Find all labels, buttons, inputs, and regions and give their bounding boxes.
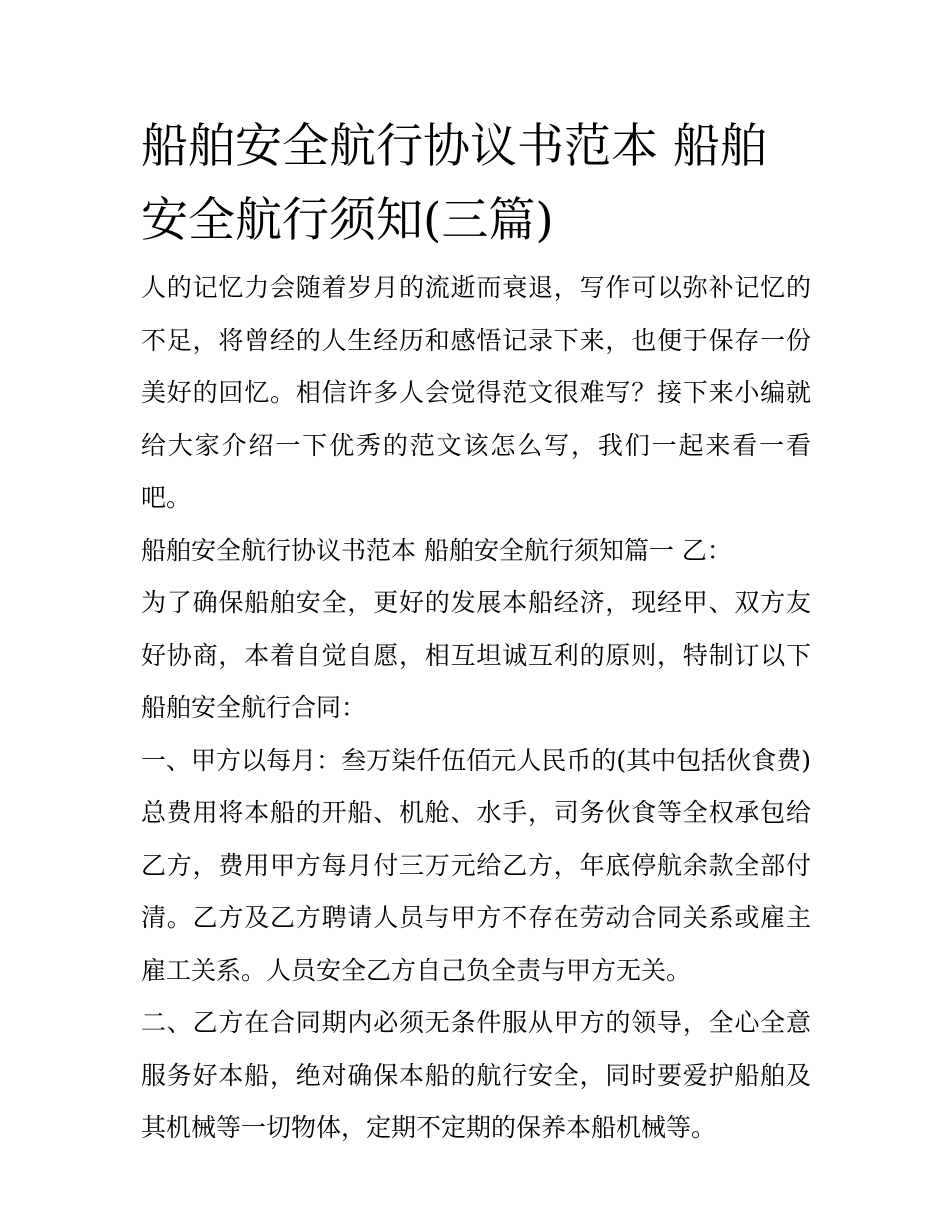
clause-two-paragraph: 二、乙方在合同期内必须无条件服从甲方的领导，全心全意服务好本船，绝对确保本船的航行安全，同时要爱护船舶及其机械等一切物体，定期不定期的保养本船机械等。 [141, 1008, 811, 1142]
clause-one-paragraph: 一、甲方以每月：叁万柒仟伍佰元人民币的(其中包括伙食费)总费用将本船的开船、机舱、水手，司务伙食等全权承包给乙方，费用甲方每月付三万元给乙方，年底停航余款全部付清。乙方及乙方聘请人员与甲方不存在劳动合同关系或雇主雇工关系。人员安全乙方自己负全责与甲方无关。 [141, 745, 811, 985]
document-body [141, 110, 811, 1155]
intro-paragraph: 人的记忆力会随着岁月的流逝而衰退，写作可以弥补记忆的不足，将曾经的人生经历和感悟记录下来，也便于保存一份美好的回忆。相信许多人会觉得范文很难写？接下来小编就给大家介绍一下优秀的范文该怎么写，我们一起来看一看吧。 [141, 273, 811, 512]
section-heading: 船舶安全航行协议书范本 船舶安全航行须知篇一 乙： [141, 535, 732, 565]
preamble-paragraph: 为了确保船舶安全，更好的发展本船经济，现经甲、双方友好协商，本着自觉自愿，相互坦诚互利的原则，特制订以下船舶安全航行合同： [141, 588, 811, 722]
document-title: 船舶安全航行协议书范本 船舶安全航行须知(三篇) [141, 119, 767, 248]
